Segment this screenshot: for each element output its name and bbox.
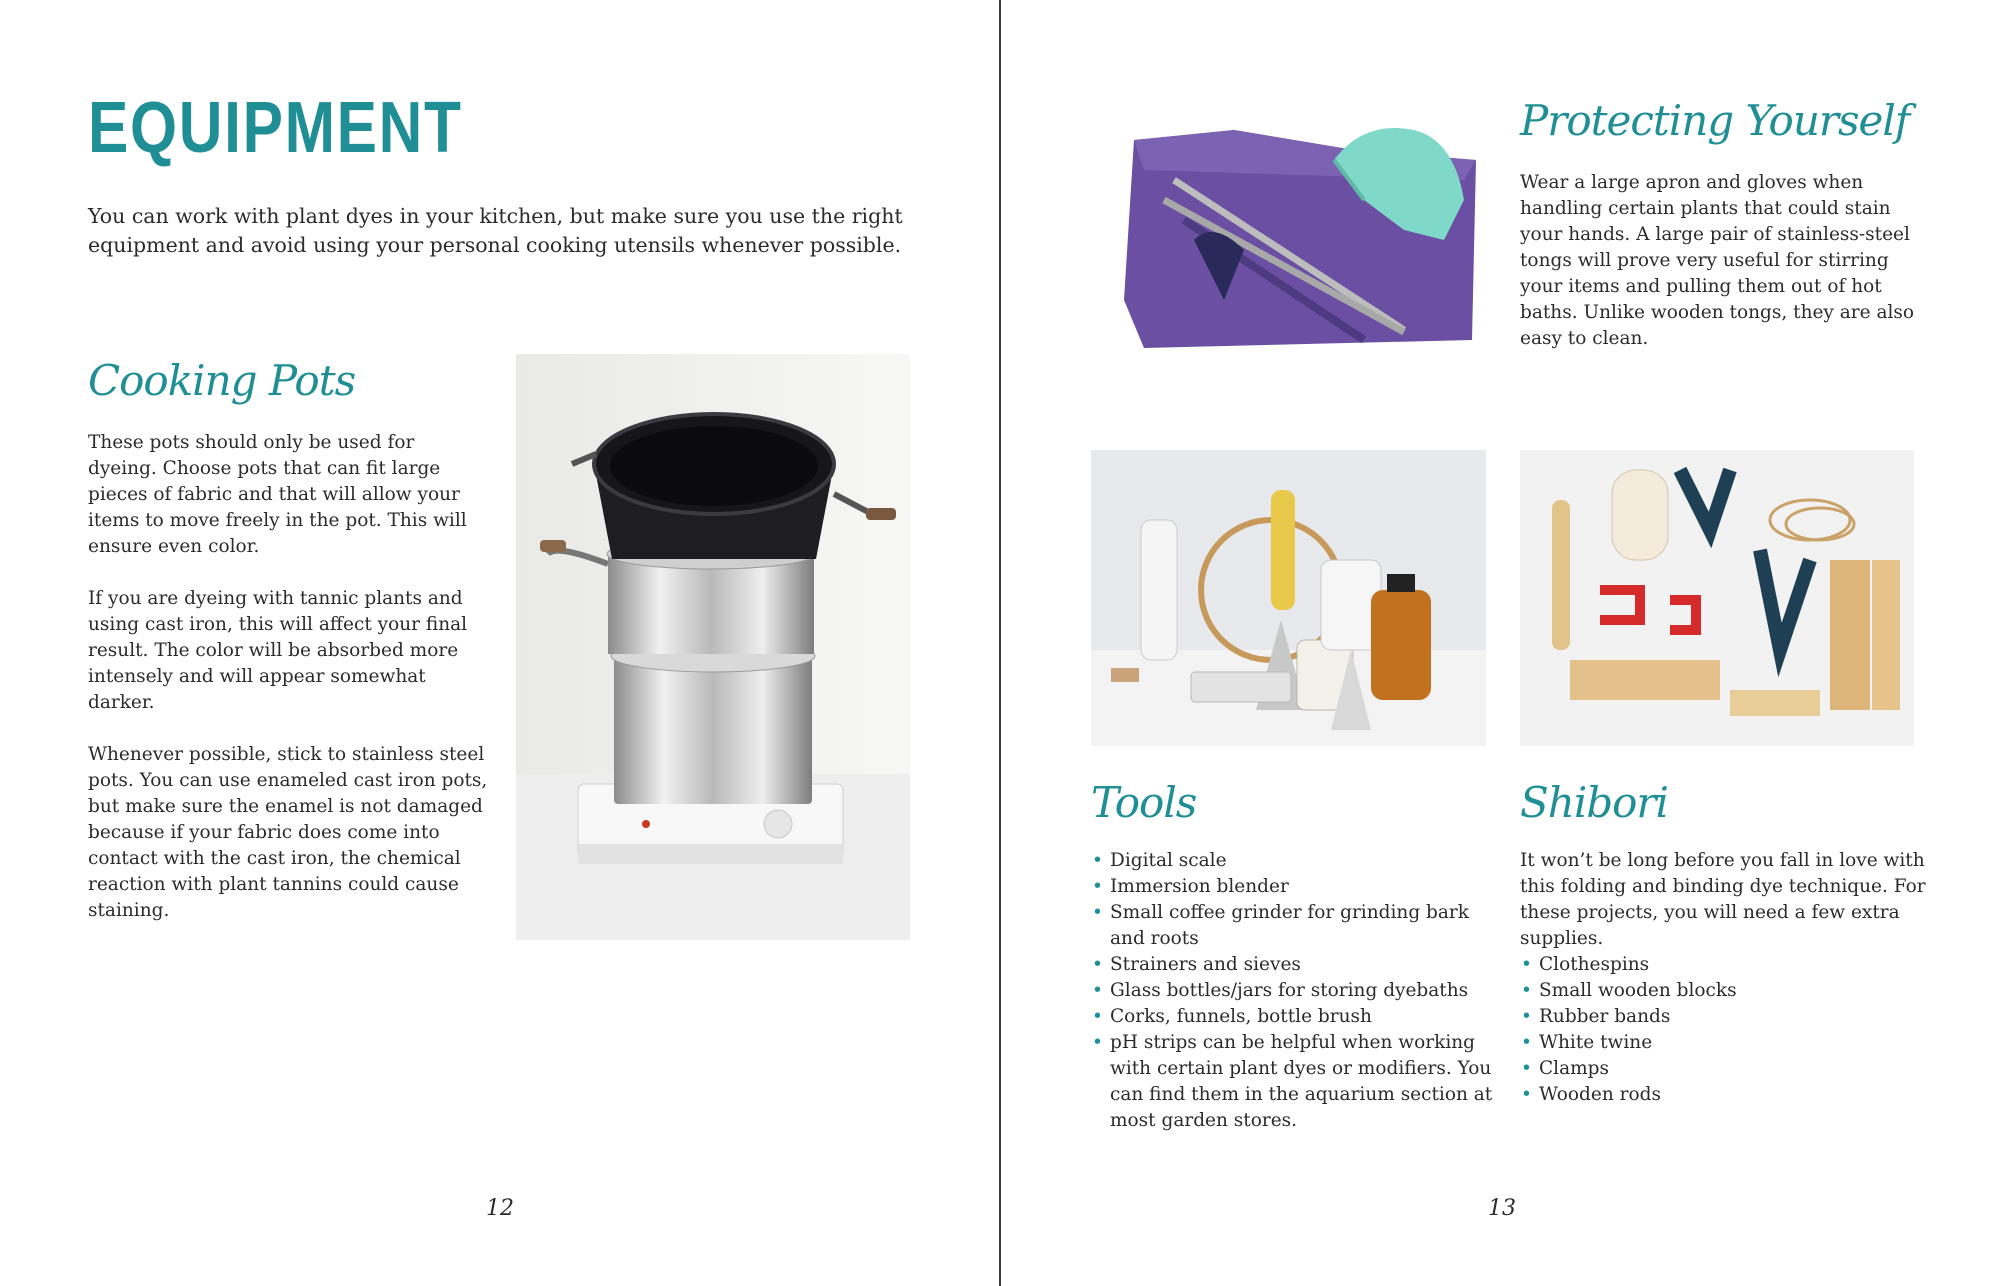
list-item: • Corks, funnels, bottle brush bbox=[1091, 1004, 1496, 1030]
tools-list bbox=[1091, 848, 1496, 1134]
list-item: • Immersion blender bbox=[1091, 874, 1496, 900]
list-item: • pH strips can be helpful when working with certain plant dyes or modifiers. You can find them in the aquarium section at most garden stores. bbox=[1091, 1030, 1496, 1134]
cooking-pots-paragraph: Whenever possible, stick to stainless steel pots. You can use enameled cast iron pots, but make sure the enamel is not damaged because if your fabric does come into contact with the cast iron, the chemical reaction with plant tannins could cause staining. bbox=[88, 744, 488, 921]
shibori-photo bbox=[1520, 450, 1914, 746]
list-item: • Wooden rods bbox=[1520, 1082, 1930, 1108]
cooking-pots-body bbox=[88, 430, 488, 950]
shibori-list bbox=[1520, 952, 1930, 1108]
intro-text: You can work with plant dyes in your kitchen, but make sure you use the right equipment and avoid using your personal cooking utensils whenever possible. bbox=[88, 204, 903, 257]
tools-heading: Tools bbox=[1091, 778, 1197, 827]
list-item: • Clothespins bbox=[1520, 952, 1930, 978]
book-spine bbox=[999, 0, 1001, 1286]
list-item: • White twine bbox=[1520, 1030, 1930, 1056]
protecting-text: Wear a large apron and gloves when handling certain plants that could stain your hands. A large pair of stainless-steel tongs will prove very useful for stirring your items and pulling them out of hot baths. Unlike wooden tongs, they are also easy to clean. bbox=[1520, 172, 1915, 349]
tools-photo bbox=[1091, 450, 1486, 746]
page-title: EQUIPMENT bbox=[88, 88, 463, 168]
shibori-intro: It won’t be long before you fall in love with this folding and binding dye technique. For these projects, you will need a few extra supplies. bbox=[1520, 850, 1926, 949]
protecting-heading: Protecting Yourself bbox=[1520, 96, 1910, 145]
list-item: • Glass bottles/jars for storing dyebaths bbox=[1091, 978, 1496, 1004]
shibori-heading: Shibori bbox=[1520, 778, 1668, 827]
list-item: • Rubber bands bbox=[1520, 1004, 1930, 1030]
list-item: • Digital scale bbox=[1091, 848, 1496, 874]
cooking-pots-photo bbox=[516, 354, 910, 940]
list-item: • Small coffee grinder for grinding bark and roots bbox=[1091, 900, 1496, 952]
shibori-body bbox=[1520, 848, 1930, 1108]
list-item: • Clamps bbox=[1520, 1056, 1930, 1082]
list-item: • Strainers and sieves bbox=[1091, 952, 1496, 978]
cooking-pots-paragraph: These pots should only be used for dyeing. Choose pots that can fit large pieces of fabric and that will allow your items to move freely in the pot. This will ensure even color. bbox=[88, 432, 467, 557]
list-item: • Small wooden blocks bbox=[1520, 978, 1930, 1004]
apron-gloves-photo bbox=[1104, 100, 1484, 360]
cooking-pots-heading: Cooking Pots bbox=[88, 356, 356, 405]
page-number-right: 13 bbox=[1488, 1196, 1516, 1221]
page-number-left: 12 bbox=[486, 1196, 514, 1221]
cooking-pots-paragraph: If you are dyeing with tannic plants and using cast iron, this will affect your final result. The color will be absorbed more intensely and will appear somewhat darker. bbox=[88, 588, 468, 713]
